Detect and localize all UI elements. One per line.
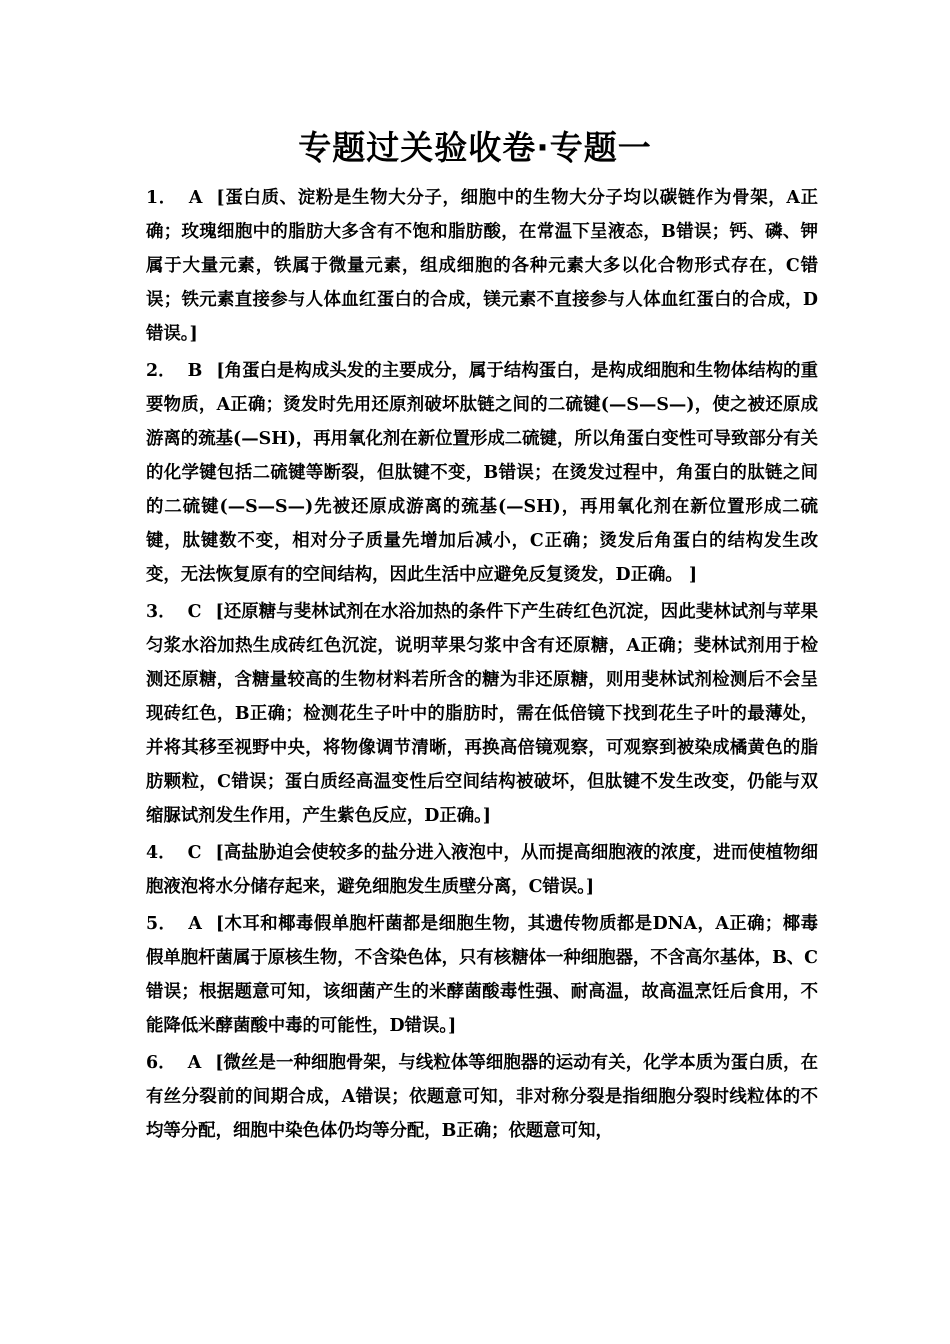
answer-explanation: [微丝是一种细胞骨架，与线粒体等细胞器的运动有关，化学本质为蛋白质，在有丝分裂前的间期合成，A错误；依题意可知，非对称分裂是指细胞分裂时线粒体的不均等分配，细胞中染色体仍均等分配，B正确；依题意可知， xyxy=(146,1053,818,1141)
answer-explanation: [蛋白质、淀粉是生物大分子，细胞中的生物大分子均以碳链作为骨架，A正确；玫瑰细胞中的脂肪大多含有不饱和脂肪酸，在常温下呈液态，B错误；钙、磷、钾属于大量元素，铁属于微量元素，组成细胞的各种元素大多以化合物形式存在，C错误；铁元素直接参与人体血红蛋白的合成，镁元素不直接参与人体血红蛋白的合成，D错误。] xyxy=(146,188,818,344)
answer-choice: C xyxy=(187,602,202,622)
answer-explanation: [木耳和椰毒假单胞杆菌都是细胞生物，其遗传物质都是DNA，A正确；椰毒假单胞杆菌属于原核生物，不含染色体，只有核糖体一种细胞器，不含高尔基体，B、C错误；根据题意可知，该细菌产生的米酵菌酸毒性强、耐高温，故高温烹饪后食用，不能降低米酵菌酸中毒的可能性，D错误。] xyxy=(146,914,818,1036)
answer-item-1 xyxy=(146,181,818,351)
answer-item-3 xyxy=(146,595,818,833)
answer-number: 1． xyxy=(146,188,177,208)
answer-item-5 xyxy=(146,907,818,1043)
answer-choice: A xyxy=(187,1053,202,1073)
answer-explanation: [还原糖与斐林试剂在水浴加热的条件下产生砖红色沉淀，因此斐林试剂与苹果匀浆水浴加热生成砖红色沉淀，说明苹果匀浆中含有还原糖，A正确；斐林试剂用于检测还原糖，含糖量较高的生物材料若所含的糖为非还原糖，则用斐林试剂检测后不会呈现砖红色，B正确；检测花生子叶中的脂肪时，需在低倍镜下找到花生子叶的最薄处，并将其移至视野中央，将物像调节清晰，再换高倍镜观察，可观察到被染成橘黄色的脂肪颗粒，C错误；蛋白质经高温变性后空间结构被破坏，但肽键不发生改变，仍能与双缩脲试剂发生作用，产生紫色反应，D正确。] xyxy=(146,602,818,826)
page-title: 专题过关验收卷·专题一 xyxy=(298,128,652,167)
answer-item-2 xyxy=(146,354,818,592)
answer-item-4 xyxy=(146,836,818,904)
answer-number: 5． xyxy=(146,914,177,934)
answer-choice: B xyxy=(187,361,203,381)
answer-number: 3． xyxy=(146,602,176,622)
answer-number: 2． xyxy=(146,361,176,381)
answer-choice: A xyxy=(188,914,202,934)
answer-item-6 xyxy=(146,1046,818,1148)
answer-choice: C xyxy=(187,843,202,863)
answer-explanation: [高盐胁迫会使较多的盐分进入液泡中，从而提高细胞液的浓度，进而使植物细胞液泡将水分储存起来，避免细胞发生质壁分离，C错误。] xyxy=(146,843,818,897)
answer-number: 6． xyxy=(146,1053,176,1073)
answer-explanation: [角蛋白是构成头发的主要成分，属于结构蛋白，是构成细胞和生物体结构的重要物质，A正确；烫发时先用还原剂破坏肽链之间的二硫键(—S—S—)，使之被还原成游离的巯基(—SH)，再用氧化剂在新位置形成二硫键，所以角蛋白变性可导致部分有关的化学键包括二硫键等断裂，但肽键不变，B错误；在烫发过程中，角蛋白的肽链之间的二硫键(—S—S—)先被还原成游离的巯基(—SH)，再用氧化剂在新位置形成二硫键，肽键数不变，相对分子质量先增加后减小，C正确；烫发后角蛋白的结构发生改变，无法恢复原有的空间结构，因此生活中应避免反复烫发，D正确。 ] xyxy=(146,361,818,585)
answer-number: 4． xyxy=(146,843,176,863)
answer-list xyxy=(146,181,818,1151)
answer-choice: A xyxy=(188,188,203,208)
